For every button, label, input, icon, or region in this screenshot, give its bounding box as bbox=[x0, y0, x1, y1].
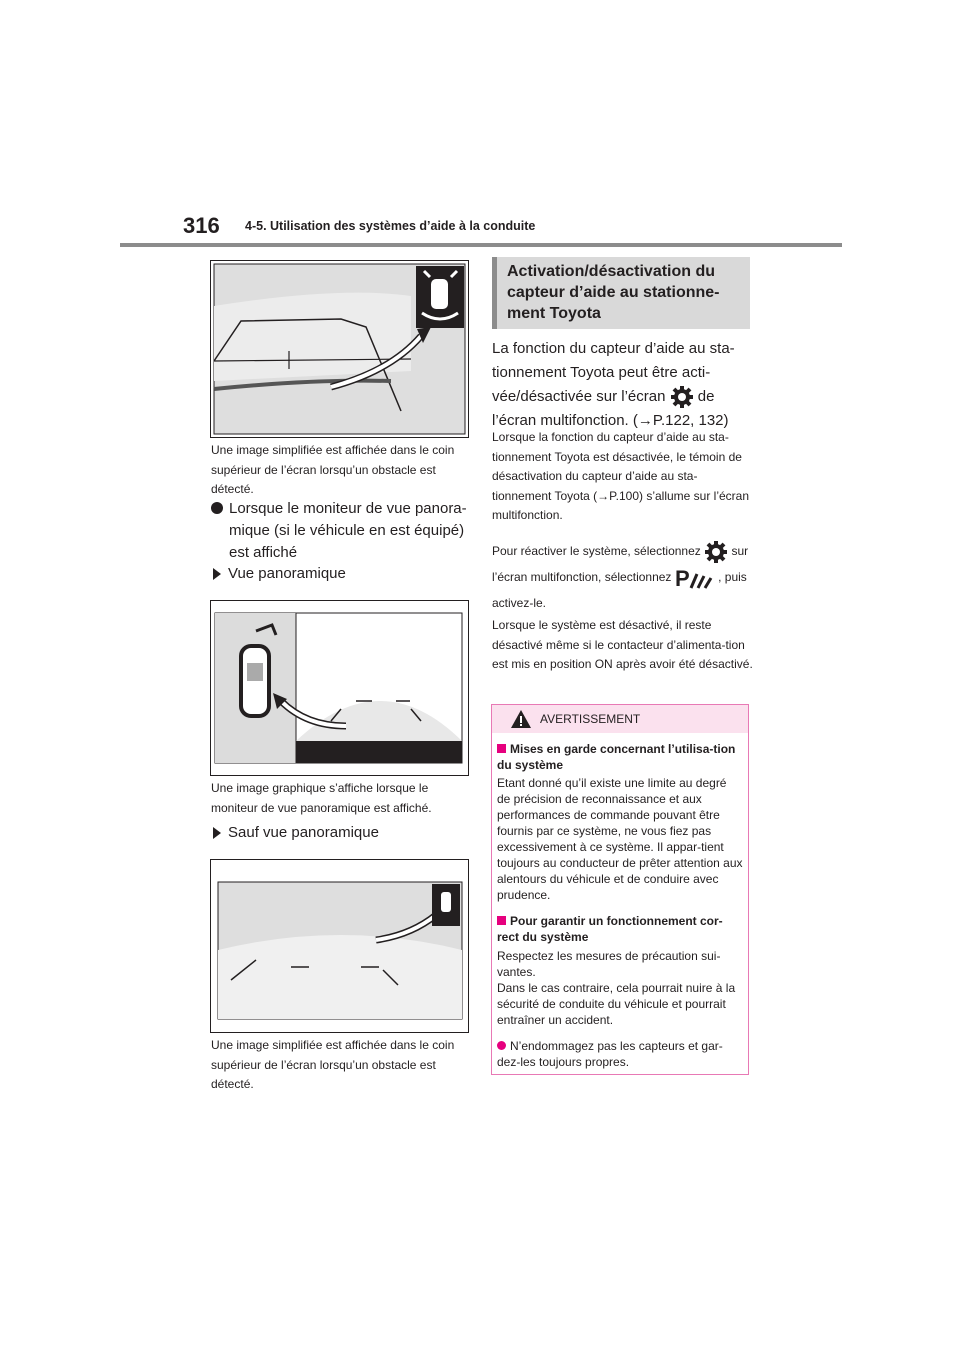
page-number: 316 bbox=[183, 213, 220, 238]
warning-heading-2-text: Pour garantir un fonctionnement cor-rect du système bbox=[497, 914, 723, 944]
warning-bullet-1-text: N’endommagez pas les capteurs et gar-dez-les toujours propres. bbox=[497, 1039, 723, 1069]
warning-text-1: Etant donné qu’il existe une limite au degré de précision de reconnaissance et aux performances de commande pouvant être fournis par ce système, ne vous fiez pas excessivement à ce système. Il appar-tient toujours au conducteur de prêter attention aux alentours du véhicule et de conduire avec prudence. bbox=[497, 776, 743, 902]
paragraph-3-text-c: , puis activez-le. bbox=[492, 570, 747, 610]
arrow-right-icon bbox=[213, 568, 221, 580]
paragraph-3-text-b: sur l’écran multifonction, sélectionnez bbox=[492, 544, 749, 584]
figure-rear-camera-2 bbox=[210, 859, 469, 1033]
square-bullet-icon bbox=[497, 916, 506, 925]
warning-heading-1-text: Mises en garde concernant l’utilisa-tion du système bbox=[497, 742, 736, 772]
paragraph-4: Lorsque le système est désactivé, il reste désactivé même si le contacteur d’alimenta-tion est mis en position ON après avoir été désactivé. bbox=[492, 618, 753, 671]
section-heading-box bbox=[492, 257, 750, 329]
rear-camera-illustration-2 bbox=[211, 860, 468, 1032]
header-rule bbox=[120, 243, 842, 247]
paragraph-1 bbox=[492, 337, 754, 433]
panoramic-view-illustration bbox=[211, 601, 468, 775]
figure-rear-camera-1 bbox=[210, 260, 469, 438]
caption-2: Une image graphique s’affiche lorsque le moniteur de vue panoramique est affiché. bbox=[211, 781, 432, 815]
caption-3: Une image simplifiée est affichée dans le coin supérieur de l’écran lorsqu’un obstacle est détecté. bbox=[211, 1038, 455, 1091]
warning-title: AVERTISSEMENT bbox=[540, 712, 641, 726]
parking-sensor-icon bbox=[675, 566, 715, 590]
warning-triangle-icon bbox=[510, 709, 532, 729]
warning-text-2a: Respectez les mesures de précaution sui-vantes. bbox=[497, 949, 721, 979]
figure-panoramic-view bbox=[210, 600, 469, 776]
section-heading: Activation/désactivation du capteur d’aide au stationne-ment Toyota bbox=[507, 263, 720, 322]
warning-box bbox=[491, 704, 749, 1075]
warning-bullet-1 bbox=[497, 1038, 743, 1070]
rear-camera-illustration-1 bbox=[211, 261, 468, 437]
sub-heading-except-panoramic: Sauf vue panoramique bbox=[228, 824, 379, 841]
square-bullet-icon bbox=[497, 744, 506, 753]
warning-heading-2 bbox=[497, 913, 743, 945]
svg-text:P: P bbox=[674, 565, 690, 590]
sub-heading-panoramic: Vue panoramique bbox=[228, 565, 346, 582]
paragraph-1-text-b: de l’écran multifonction. (→P.122, 132) bbox=[492, 388, 729, 430]
gear-icon bbox=[704, 540, 728, 564]
warning-heading-1 bbox=[497, 741, 743, 773]
caption-1: Une image simplifiée est affichée dans le coin supérieur de l’écran lorsqu’un obstacle est détecté. bbox=[211, 443, 455, 496]
round-bullet-icon bbox=[497, 1041, 506, 1050]
section-title: 4-5. Utilisation des systèmes d’aide à la conduite bbox=[245, 219, 536, 233]
paragraph-1-text-a: La fonction du capteur d’aide au sta-tionnement Toyota peut être acti-vée/désactivée sur l’écran bbox=[492, 340, 735, 405]
bullet-heading: Lorsque le moniteur de vue panora-mique (si le véhicule en est équipé) est affiché bbox=[229, 500, 467, 561]
warning-header bbox=[492, 705, 748, 733]
paragraph-2: Lorsque la fonction du capteur d’aide au sta-tionnement Toyota est désactivée, le témoin de désactivation du capteur d’aide au sta-tionnement Toyota (→P.100) s’allume sur l’écran multifonction. bbox=[492, 430, 750, 522]
paragraph-3 bbox=[492, 538, 754, 616]
warning-text-2b: Dans le cas contraire, cela pourrait nuire à la sécurité de conduite du véhicule et pourrait entraîner un accident. bbox=[497, 981, 736, 1027]
arrow-right-icon bbox=[213, 827, 221, 839]
bullet-dot bbox=[211, 502, 223, 514]
gear-icon bbox=[670, 385, 694, 409]
paragraph-3-text-a: Pour réactiver le système, sélectionnez bbox=[492, 544, 701, 558]
